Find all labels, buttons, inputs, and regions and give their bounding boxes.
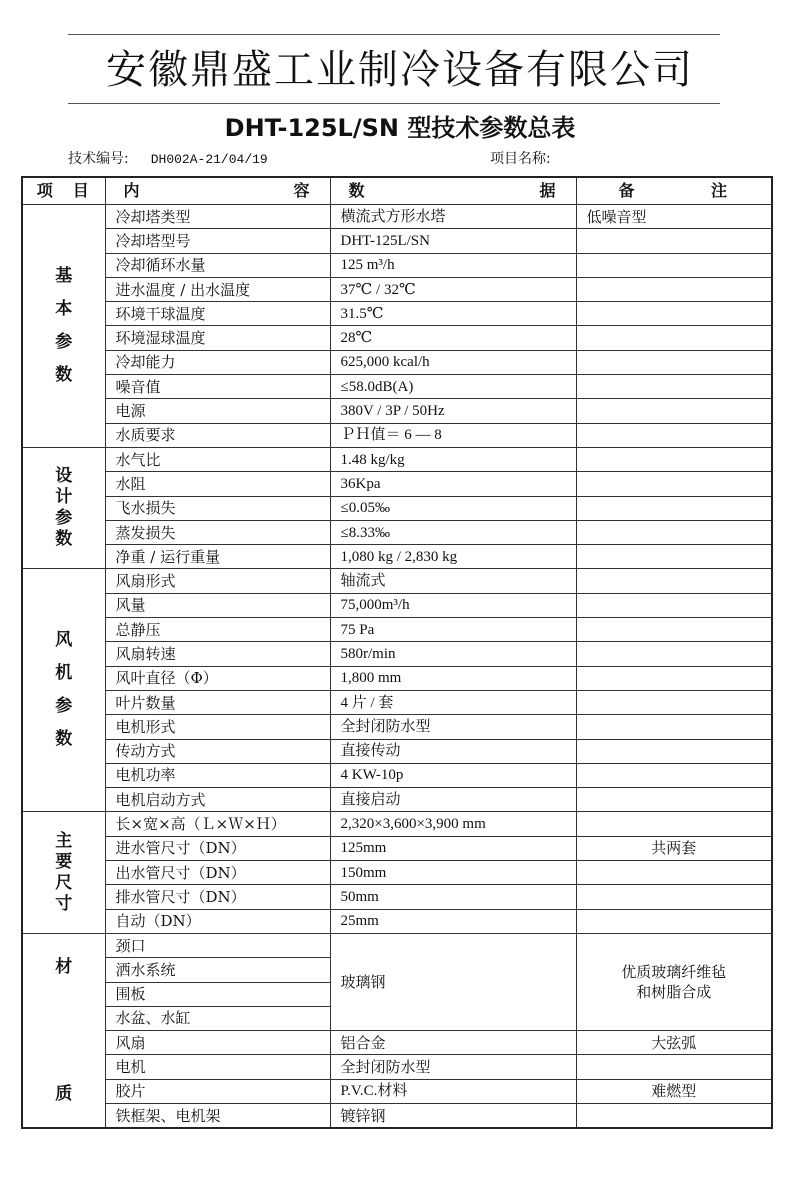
param-note: [576, 399, 772, 423]
param-value: 1,800 mm: [330, 666, 576, 690]
param-note: 共两套: [576, 836, 772, 860]
param-name: 环境干球温度: [105, 302, 330, 326]
param-name: 冷却能力: [105, 350, 330, 374]
param-note: 大弦弧: [576, 1031, 772, 1055]
param-name: 铁框架、电机架: [105, 1103, 330, 1128]
param-value: P.V.C.材料: [330, 1079, 576, 1103]
param-value: 380V / 3P / 50Hz: [330, 399, 576, 423]
table-row: [22, 350, 772, 374]
table-row: [22, 836, 772, 860]
param-name: 电源: [105, 399, 330, 423]
param-name: 冷却塔类型: [105, 205, 330, 229]
spec-table: [21, 176, 773, 1129]
document-title: DHT-125L/SN 型技术参数总表: [224, 114, 576, 142]
table-row: [22, 1079, 772, 1103]
param-note: [576, 423, 772, 447]
top-rule: [68, 34, 720, 35]
param-name: 水气比: [105, 447, 330, 471]
table-row: [22, 569, 772, 593]
param-note: [576, 1103, 772, 1128]
param-value: 25mm: [330, 909, 576, 933]
param-name: 风叶直径（Φ）: [105, 666, 330, 690]
param-note: [576, 496, 772, 520]
table-row: [22, 861, 772, 885]
param-name: 净重 / 运行重量: [105, 545, 330, 569]
table-row: [22, 1055, 772, 1079]
param-value: 2,320×3,600×3,900 mm: [330, 812, 576, 836]
param-name: 冷却塔型号: [105, 229, 330, 253]
param-value: 直接传动: [330, 739, 576, 763]
table-row: [22, 739, 772, 763]
param-value: 75 Pa: [330, 618, 576, 642]
param-name: 长×宽×高（Ｌ×Ｗ×Ｈ）: [105, 812, 330, 836]
header-note: 备 注: [576, 177, 772, 205]
param-name: 进水管尺寸（DN）: [105, 836, 330, 860]
section-main-dimensions: 主 要 尺 寸: [22, 812, 105, 933]
param-name: 飞水损失: [105, 496, 330, 520]
table-row: [22, 423, 772, 447]
param-note: [576, 447, 772, 471]
table-row: [22, 715, 772, 739]
param-name: 围板: [105, 982, 330, 1006]
param-value: 横流式方形水塔: [330, 205, 576, 229]
param-name: 电机形式: [105, 715, 330, 739]
param-value: 4 片 / 套: [330, 690, 576, 714]
table-row: [22, 1031, 772, 1055]
param-name: 水盆、水缸: [105, 1006, 330, 1030]
param-value: 全封闭防水型: [330, 715, 576, 739]
table-row: [22, 277, 772, 301]
param-value: 31.5℃: [330, 302, 576, 326]
param-name: 冷却循环水量: [105, 253, 330, 277]
table-row: [22, 642, 772, 666]
param-value: DHT-125L/SN: [330, 229, 576, 253]
table-row: [22, 909, 772, 933]
param-value: 625,000 kcal/h: [330, 350, 576, 374]
param-name: 电机: [105, 1055, 330, 1079]
param-value: 镀锌钢: [330, 1103, 576, 1128]
param-note: 低噪音型: [576, 205, 772, 229]
param-note: [576, 618, 772, 642]
param-note: [576, 520, 772, 544]
param-name: 水质要求: [105, 423, 330, 447]
param-note: [576, 302, 772, 326]
param-value: 125 m³/h: [330, 253, 576, 277]
param-note: [576, 472, 772, 496]
param-value: 580r/min: [330, 642, 576, 666]
table-row: [22, 666, 772, 690]
param-note: [576, 861, 772, 885]
table-row: [22, 520, 772, 544]
param-note: [576, 253, 772, 277]
table-row: [22, 788, 772, 812]
param-note: [576, 763, 772, 787]
param-note: [576, 788, 772, 812]
project-name: [490, 148, 551, 168]
param-note: [576, 690, 772, 714]
param-name: 风扇转速: [105, 642, 330, 666]
table-row: [22, 496, 772, 520]
param-name: 总静压: [105, 618, 330, 642]
param-value: 1.48 kg/kg: [330, 447, 576, 471]
table-row: [22, 375, 772, 399]
section-design-params: 设 计 参 数: [22, 447, 105, 568]
table-row: [22, 763, 772, 787]
param-note: [576, 229, 772, 253]
param-note: [576, 545, 772, 569]
table-row: [22, 545, 772, 569]
param-note: [576, 593, 772, 617]
material-group-note: 优质玻璃纤维毡 和树脂合成: [576, 933, 772, 1030]
tech-number-label: 技术编号:: [68, 151, 129, 167]
table-row: [22, 253, 772, 277]
table-row: [22, 229, 772, 253]
param-name: 进水温度 / 出水温度: [105, 277, 330, 301]
param-note: [576, 715, 772, 739]
table-row: [22, 399, 772, 423]
param-name: 传动方式: [105, 739, 330, 763]
table-row: [22, 690, 772, 714]
param-note: [576, 666, 772, 690]
section-basic-params: 基 本 参 数: [22, 205, 105, 448]
section-fan-params: 风 机 参 数: [22, 569, 105, 812]
table-header-row: [22, 177, 772, 205]
header-content: 内 容: [105, 177, 330, 205]
param-name: 颈口: [105, 933, 330, 957]
param-value: 4 KW-10p: [330, 763, 576, 787]
header-data: 数 据: [330, 177, 576, 205]
param-value: 轴流式: [330, 569, 576, 593]
param-name: 风量: [105, 593, 330, 617]
table-row: [22, 447, 772, 471]
param-value: 36Kpa: [330, 472, 576, 496]
param-name: 蒸发损失: [105, 520, 330, 544]
param-name: 洒水系统: [105, 958, 330, 982]
param-name: 电机功率: [105, 763, 330, 787]
param-value: 直接启动: [330, 788, 576, 812]
param-note: [576, 739, 772, 763]
param-value: 28℃: [330, 326, 576, 350]
param-name: 环境湿球温度: [105, 326, 330, 350]
param-value: ≤58.0dB(A): [330, 375, 576, 399]
param-name: 水阻: [105, 472, 330, 496]
param-value: 37℃ / 32℃: [330, 277, 576, 301]
company-name: 安徽鼎盛工业制冷设备有限公司: [106, 47, 694, 93]
param-note: [576, 277, 772, 301]
param-value: 1,080 kg / 2,830 kg: [330, 545, 576, 569]
param-value: 125mm: [330, 836, 576, 860]
param-note: [576, 326, 772, 350]
table-row: [22, 812, 772, 836]
table-row: [22, 593, 772, 617]
table-row: [22, 618, 772, 642]
param-note: [576, 350, 772, 374]
param-name: 胶片: [105, 1079, 330, 1103]
param-value: 铝合金: [330, 1031, 576, 1055]
param-value: 50mm: [330, 885, 576, 909]
param-value: ≤0.05‰: [330, 496, 576, 520]
param-name: 噪音值: [105, 375, 330, 399]
table-row: [22, 302, 772, 326]
param-note: [576, 885, 772, 909]
param-name: 风扇: [105, 1031, 330, 1055]
table-row: [22, 205, 772, 229]
section-materials: 材 质: [22, 933, 105, 1128]
param-name: 叶片数量: [105, 690, 330, 714]
project-name-label: 项目名称:: [490, 151, 551, 167]
param-note: [576, 909, 772, 933]
param-note: 难燃型: [576, 1079, 772, 1103]
tech-number-value: DH002A-21/04/19: [150, 152, 268, 167]
table-row: [22, 885, 772, 909]
param-value: ≤8.33‰: [330, 520, 576, 544]
param-note: [576, 375, 772, 399]
param-name: 自动（DN）: [105, 909, 330, 933]
title-rule: [68, 103, 720, 104]
param-value: 全封闭防水型: [330, 1055, 576, 1079]
param-note: [576, 1055, 772, 1079]
tech-number: [68, 148, 268, 168]
table-row: [22, 326, 772, 350]
param-value: 75,000m³/h: [330, 593, 576, 617]
param-name: 风扇形式: [105, 569, 330, 593]
table-row: [22, 472, 772, 496]
param-note: [576, 642, 772, 666]
param-name: 电机启动方式: [105, 788, 330, 812]
material-group-value: 玻璃钢: [330, 933, 576, 1030]
param-value: ＰＨ值＝ 6 — 8: [330, 423, 576, 447]
param-name: 排水管尺寸（DN）: [105, 885, 330, 909]
param-note: [576, 569, 772, 593]
header-item: 项 目: [22, 177, 105, 205]
param-note: [576, 812, 772, 836]
table-row: [22, 1103, 772, 1128]
table-row: [22, 933, 772, 957]
param-name: 出水管尺寸（DN）: [105, 861, 330, 885]
param-value: 150mm: [330, 861, 576, 885]
